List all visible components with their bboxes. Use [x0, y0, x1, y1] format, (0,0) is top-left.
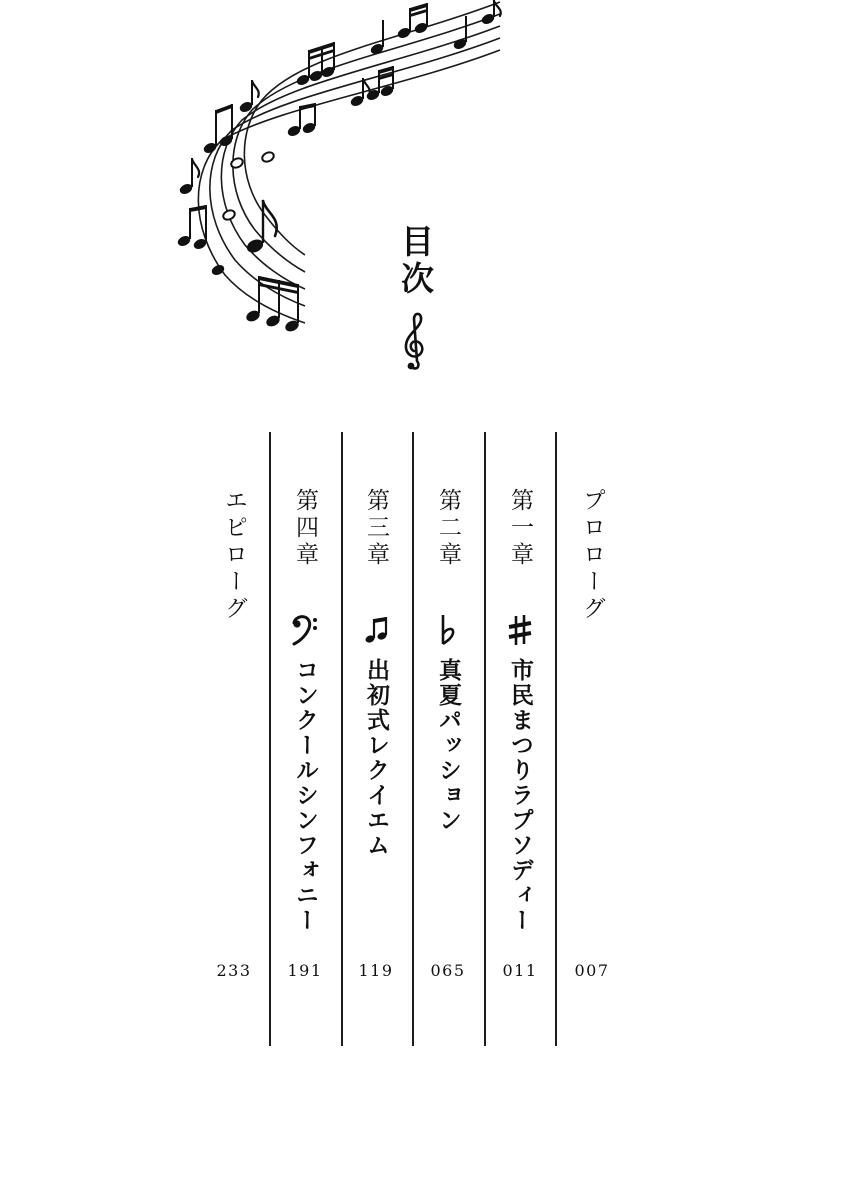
- music-note: [178, 158, 199, 196]
- beamed-eighth-notes-icon: [354, 613, 398, 647]
- toc-entry-epilogue: [212, 432, 256, 1046]
- column-divider: [484, 432, 486, 1046]
- music-note: [261, 151, 276, 164]
- staff-line: [210, 38, 500, 306]
- entry-title: 市民まつりラプソディー: [507, 658, 533, 933]
- entry-page-number: 011: [502, 961, 538, 980]
- entry-label: 第一章: [507, 488, 533, 569]
- music-note: [230, 157, 245, 170]
- music-note: [396, 3, 429, 40]
- music-note: [222, 209, 237, 222]
- entry-label: 第二章: [435, 488, 461, 569]
- entry-label: 第三章: [363, 488, 389, 569]
- toc-entry-chapter-4: [283, 432, 327, 1046]
- column-divider: [269, 432, 271, 1046]
- column-divider: [412, 432, 414, 1046]
- sharp-icon: [498, 613, 542, 647]
- toc-entry-chapter-1: [498, 432, 542, 1046]
- toc-entry-chapter-3: [354, 432, 398, 1046]
- music-note: [176, 205, 208, 251]
- music-note: [452, 16, 468, 51]
- entry-label: エピローグ: [221, 488, 247, 623]
- entry-page-number: 065: [430, 961, 466, 980]
- page-title: 目次: [396, 224, 435, 298]
- entry-title: コンクールシンフォニー: [292, 658, 318, 933]
- toc-entry-prologue: [570, 432, 614, 1046]
- staff-line: [198, 50, 500, 323]
- music-note: [286, 103, 317, 138]
- music-note: [202, 104, 234, 155]
- music-notes: [176, 0, 501, 333]
- entry-page-number: 233: [216, 961, 252, 980]
- music-note: [480, 0, 501, 26]
- entry-label: プロローグ: [579, 488, 605, 623]
- entry-title: 真夏パッション: [435, 658, 461, 833]
- entry-page-number: 119: [358, 961, 394, 980]
- music-staff-icon: [0, 0, 520, 340]
- entry-title: 出初式レクイエム: [363, 658, 389, 858]
- music-note: [369, 20, 385, 56]
- column-divider: [341, 432, 343, 1046]
- column-divider: [555, 432, 557, 1046]
- bass-clef-icon: [283, 613, 327, 647]
- entry-page-number: 191: [287, 961, 323, 980]
- music-note: [245, 276, 301, 333]
- treble-clef-icon: [400, 311, 432, 375]
- entry-page-number: 007: [574, 961, 610, 980]
- toc-entry-chapter-2: [426, 432, 470, 1046]
- entry-label: 第四章: [292, 488, 318, 569]
- flat-icon: [426, 613, 470, 647]
